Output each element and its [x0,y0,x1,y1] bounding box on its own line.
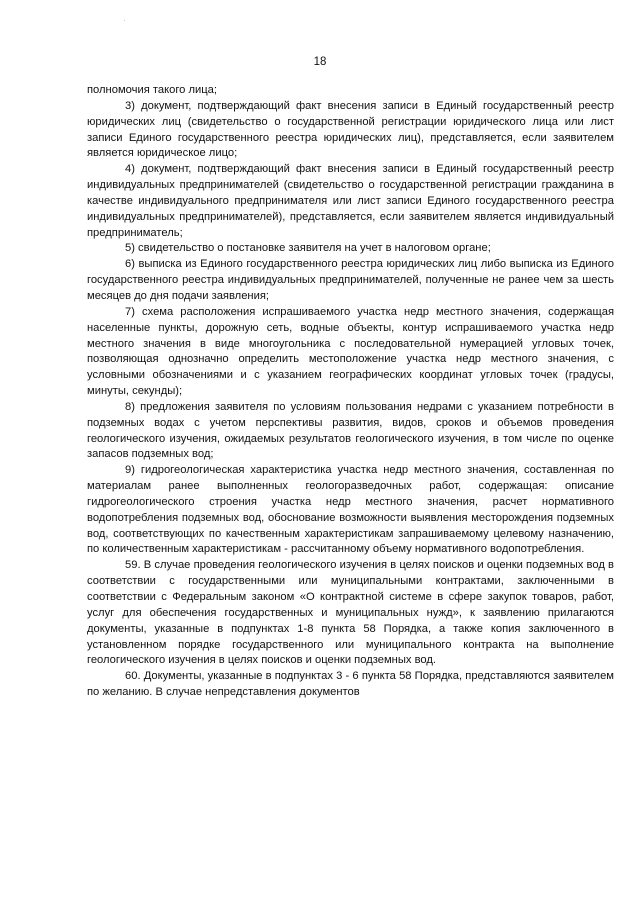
paragraph-item-4: 4) документ, подтверждающий факт внесения записи в Единый государственный реестр индивидуальных предпринимателей (свидетельство о государственной регистрации гражданина в качестве индивидуального предпринимателя или лист записи Единого государственного реестра индивидуальных предпринимателей), представляется, если заявителем является индивидуальный предприниматель; [87,163,614,239]
paragraph-item-7: 7) схема расположения испрашиваемого участка недр местного значения, содержащая населенные пункты, дорожную сеть, водные объекты, контур испрашиваемого участка недр местного значения в виде многоугольника с последовательной нумерацией угловых точек, позволяющая однозначно определить местоположение участка недр местного значения, с условными обозначениями и с указанием географических координат угловых точек (градусы, минуты, секунды); [87,305,614,398]
paragraph-item-9: 9) гидрогеологическая характеристика участка недр местного значения, составленная по материалам ранее выполненных геологоразведочных работ, содержащая: описание гидрогеологического строения участка недр местного значения, расчет нормативного водопотребления подземных вод, обоснование возможности выявления месторождения подземных вод, соответствующих по качественным характеристикам запрашиваемому целевому назначению, по количественным характеристикам - рассчитанному объему нормативного водопотребления. [87,464,614,556]
paragraph-item-6: 6) выписка из Единого государственного реестра юридических лиц либо выписка из Единого государственного реестра индивидуальных предпринимателей, полученные не ранее чем за шесть месяцев до дня подачи заявления; [87,258,614,302]
paragraph-continuation: полномочия такого лица; [87,84,218,96]
document-body [87,83,614,701]
page-number: 18 [313,56,327,68]
paragraph-item-8: 8) предложения заявителя по условиям пользования недрами с указанием потребности в подземных водах с учетом перспективы развития, видов, сроков и объемов проведения геологического изучения, ожидаемых результатов геологического изучения, в том числе по оценке запасов подземных вод; [87,400,614,461]
paragraph-clause-59: 59. В случае проведения геологического изучения в целях поисков и оценки подземных вод в соответствии с государственными или муниципальными контрактами, заключенными в соответствии с Федеральным законом «О контрактной системе в сфере закупок товаров, работ, услуг для обеспечения государственных и муниципальных нужд», к заявлению прилагаются документы, указанные в подпунктах 1-8 пункта 58 Порядка, а также копия заключенного в установленном порядке государственного или муниципального контракта на выполнение геологического изучения в целях поисков и оценки подземных вод. [87,559,614,667]
paragraph-item-5: 5) свидетельство о постановке заявителя на учет в налоговом органе; [125,242,491,255]
paragraph-item-3: 3) документ, подтверждающий факт внесения записи в Единый государственный реестр юридических лиц (свидетельство о государственной регистрации юридического лица или лист записи Единого государственного реестра юридических лиц), представляется, если заявителем является юридическое лицо; [87,99,614,160]
scan-artifact [124,20,125,21]
paragraph-clause-60: 60. Документы, указанные в подпунктах 3 - 6 пункта 58 Порядка, представляются заявителем по желанию. В случае непредставления документов [87,670,614,699]
